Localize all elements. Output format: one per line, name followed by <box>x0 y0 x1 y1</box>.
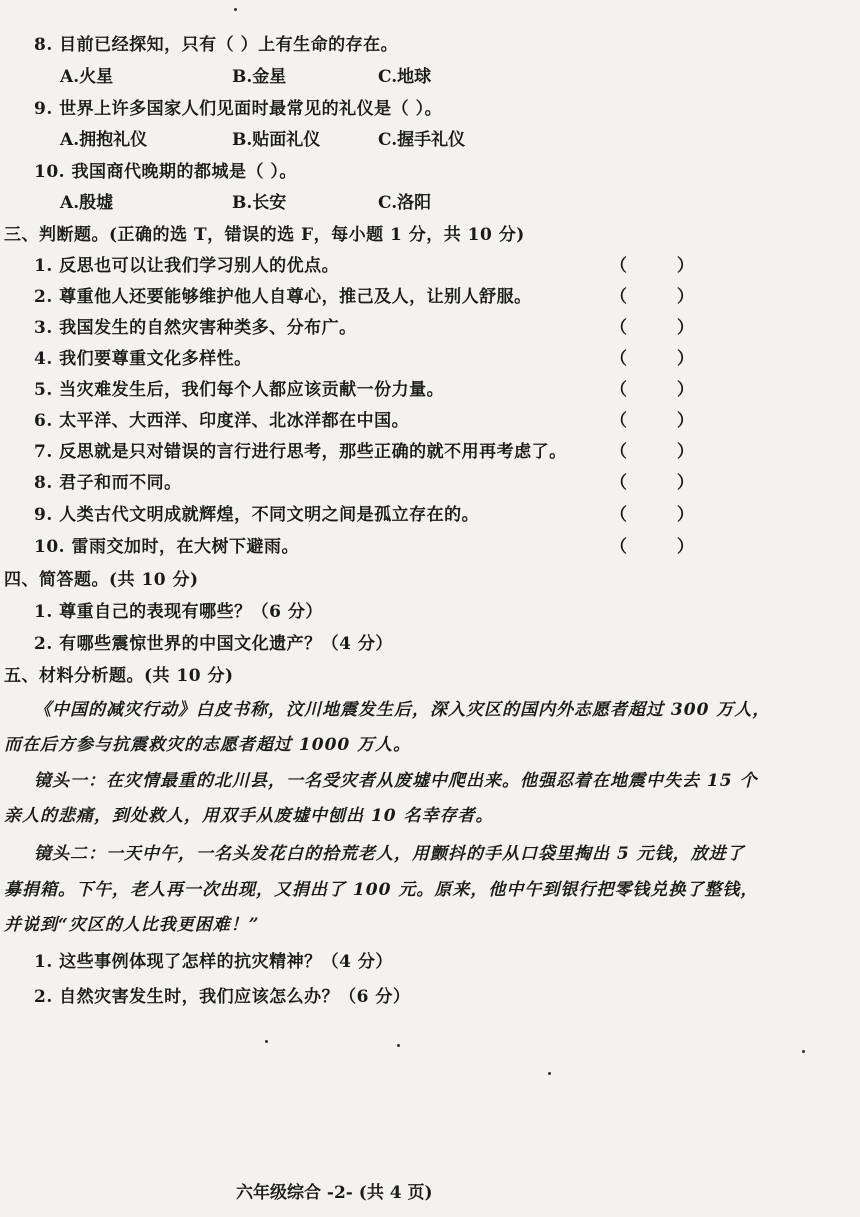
choice-10-option-b: B.长安 <box>232 193 287 213</box>
choice-10-option-a: A.殷墟 <box>60 193 114 213</box>
tf-answer-blank-2[interactable]: （ ） <box>610 287 716 307</box>
material-paragraph-3-line-3: 并说到“灾区的人比我更困难！” <box>4 915 260 935</box>
choice-question-8: 8. 目前已经探知，只有（ ）上有生命的存在。 <box>34 35 399 55</box>
tf-answer-blank-9[interactable]: （ ） <box>610 505 716 525</box>
tf-item-3: 3. 我国发生的自然灾害种类多、分布广。 <box>34 318 357 338</box>
tf-answer-blank-3[interactable]: （ ） <box>610 318 716 338</box>
tf-answer-blank-1[interactable]: （ ） <box>610 256 716 276</box>
tf-item-9: 9. 人类古代文明成就辉煌，不同文明之间是孤立存在的。 <box>34 505 480 525</box>
short-answer-question-2: 2. 有哪些震惊世界的中国文化遗产？（4 分） <box>34 634 393 654</box>
tf-item-8: 8. 君子和而不同。 <box>34 473 182 493</box>
choice-8-option-c: C.地球 <box>378 67 432 87</box>
tf-item-6: 6. 太平洋、大西洋、印度洋、北冰洋都在中国。 <box>34 411 410 431</box>
choice-9-option-b: B.贴面礼仪 <box>232 130 321 150</box>
analysis-question-1: 1. 这些事例体现了怎样的抗灾精神？（4 分） <box>34 952 393 972</box>
section-4-title: 四、简答题。(共 10 分) <box>4 570 199 590</box>
tf-answer-blank-4[interactable]: （ ） <box>610 349 716 369</box>
choice-8-option-a: A.火星 <box>60 67 114 87</box>
scan-speck <box>265 1040 268 1043</box>
scan-speck <box>234 8 237 11</box>
tf-answer-blank-8[interactable]: （ ） <box>610 473 716 493</box>
material-paragraph-1-line-1: 《中国的减灾行动》白皮书称，汶川地震发生后，深入灾区的国内外志愿者超过 300 万人， <box>34 700 771 720</box>
tf-answer-blank-10[interactable]: （ ） <box>610 537 716 557</box>
section-5-title: 五、材料分析题。(共 10 分) <box>4 666 234 686</box>
material-paragraph-2-line-2: 亲人的悲痛，到处救人，用双手从废墟中刨出 10 名幸存者。 <box>4 806 494 826</box>
material-paragraph-1-line-2: 而在后方参与抗震救灾的志愿者超过 1000 万人。 <box>4 735 412 755</box>
choice-8-option-b: B.金星 <box>232 67 287 87</box>
choice-10-option-c: C.洛阳 <box>378 193 432 213</box>
material-paragraph-2-line-1: 镜头一：在灾情最重的北川县，一名受灾者从废墟中爬出来。他强忍着在地震中失去 15 个 <box>34 771 758 791</box>
scan-speck <box>802 1050 805 1053</box>
choice-9-option-c: C.握手礼仪 <box>378 130 466 150</box>
tf-answer-blank-6[interactable]: （ ） <box>610 411 716 431</box>
tf-item-5: 5. 当灾难发生后，我们每个人都应该贡献一份力量。 <box>34 380 445 400</box>
scan-speck <box>548 1072 551 1075</box>
short-answer-question-1: 1. 尊重自己的表现有哪些？（6 分） <box>34 602 323 622</box>
material-paragraph-3-line-1: 镜头二：一天中午，一名头发花白的拾荒老人，用颤抖的手从口袋里掏出 5 元钱，放进了 <box>34 844 745 864</box>
scan-speck <box>397 1044 400 1047</box>
tf-answer-blank-5[interactable]: （ ） <box>610 380 716 400</box>
tf-answer-blank-7[interactable]: （ ） <box>610 442 716 462</box>
tf-item-2: 2. 尊重他人还要能够维护他人自尊心，推己及人，让别人舒服。 <box>34 287 532 307</box>
section-3-title: 三、判断题。(正确的选 T，错误的选 F，每小题 1 分，共 10 分) <box>4 225 525 245</box>
choice-question-10: 10. 我国商代晚期的都城是（ ）。 <box>34 162 297 182</box>
page-footer: 六年级综合 -2- (共 4 页) <box>236 1183 433 1203</box>
material-paragraph-3-line-2: 募捐箱。下午，老人再一次出现，又捐出了 100 元。原来，他中午到银行把零钱兑换了整钱， <box>4 880 759 900</box>
choice-9-option-a: A.拥抱礼仪 <box>60 130 148 150</box>
tf-item-7: 7. 反思就是只对错误的言行进行思考，那些正确的就不用再考虑了。 <box>34 442 567 462</box>
tf-item-10: 10. 雷雨交加时，在大树下避雨。 <box>34 537 299 557</box>
choice-question-9: 9. 世界上许多国家人们见面时最常见的礼仪是（ ）。 <box>34 99 443 119</box>
tf-item-4: 4. 我们要尊重文化多样性。 <box>34 349 252 369</box>
analysis-question-2: 2. 自然灾害发生时，我们应该怎么办？（6 分） <box>34 987 411 1007</box>
tf-item-1: 1. 反思也可以让我们学习别人的优点。 <box>34 256 340 276</box>
